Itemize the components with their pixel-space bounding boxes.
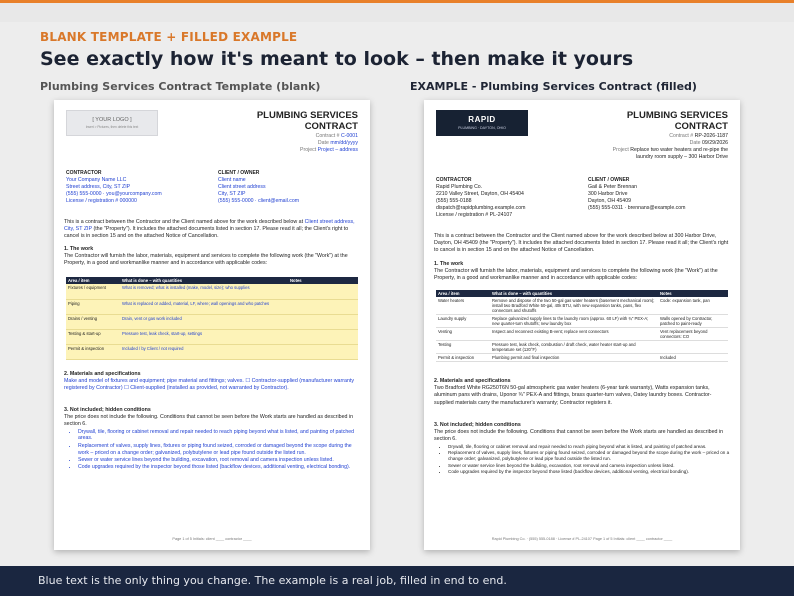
table-row [436, 328, 728, 341]
contract-title-line1: PLUMBING SERVICES [256, 110, 358, 121]
table-header: Notes [288, 277, 358, 284]
table-header: What is done – with quantities [120, 277, 288, 284]
table-header: Area / item [436, 290, 490, 297]
contract-meta [300, 133, 358, 154]
filled-example-page [424, 100, 740, 550]
table-cell: What is removed; what is installed (make, model, size); who supplies [120, 284, 288, 299]
project-label: Project [300, 147, 317, 153]
table-row [66, 329, 358, 344]
table-cell: Remove and dispose of the two 50-gal gas water heaters (basement mechanical room); install two Bradford White 50-gal, 40k BTU, with new expansion tanks, pans, flex connectors and shutoffs [490, 297, 658, 315]
table-cell: Plumbing permit and final inspection [490, 354, 658, 362]
table-cell: Included [658, 354, 728, 362]
blank-column-title: Plumbing Services Contract Template (blank) [40, 80, 321, 93]
contractor-line: License / registration # 000000 [66, 198, 137, 204]
table-cell: Piping [66, 299, 120, 314]
section-heading: 1. The work [434, 261, 464, 267]
client-line: City, ST ZIP [218, 191, 246, 197]
contract-title [627, 110, 728, 132]
table-cell: Drain, vent or gas work included [120, 314, 288, 329]
contractor-line: License / registration # PL-24107 [436, 212, 513, 218]
list-item: • Drywall, tile, flooring or cabinet removal and repair needed to reach piping beyond what is listed, and painting of patched areas. [448, 444, 730, 450]
client-block [588, 177, 685, 212]
table-cell [288, 284, 358, 299]
section-text: The price does not include the following. Conditions that cannot be seen before the Work starts are handled as described in section 6. [64, 414, 354, 428]
table-cell: Inspect and reconnect existing B-vent; replace vent connectors [490, 328, 658, 341]
caption-bar [0, 566, 794, 596]
logo-placeholder [66, 110, 158, 136]
section-work [434, 261, 730, 283]
table-cell: Permit & inspection [436, 354, 490, 362]
table-row [436, 297, 728, 315]
intro-text: (the "Property"). It includes the attached documents listed in section 17. Please read it all; the Client's right to cancel is in section 15 and on the attached Notice of Cancellation. [64, 226, 349, 240]
section-heading: 2. Materials and specifications [64, 371, 141, 377]
section-exclusions [64, 407, 360, 471]
table-cell: Testing & start-up [66, 329, 120, 344]
exclusions-list [78, 429, 360, 471]
client-line: (555) 555-0311 · brennans@example.com [588, 205, 686, 211]
contract-number-label: Contract # [315, 133, 340, 139]
brand-subtitle: PLUMBING · DAYTON, OHIO [458, 126, 506, 130]
date-label: Date [689, 140, 701, 146]
section-heading: 2. Materials and specifications [434, 378, 511, 384]
table-row [436, 341, 728, 354]
contract-title-line2: CONTRACT [304, 121, 358, 132]
table-cell: Fixtures / equipment [66, 284, 120, 299]
contractor-heading: CONTRACTOR [66, 170, 102, 176]
contractor-heading: CONTRACTOR [436, 177, 472, 183]
contractor-line: (555) 555-0000 · you@yourcompany.com [66, 191, 162, 197]
table-cell: What is replaced or added, material, LF, where; wall openings and who patches [120, 299, 288, 314]
contract-title [257, 110, 358, 132]
table-row [66, 299, 358, 314]
table-row [66, 344, 358, 359]
caption-text: Blue text is the only thing you change. The example is a real job, filled in end to end. [38, 574, 507, 587]
brand-name: RAPID [468, 115, 496, 124]
contract-number-value: RP-2026-1187 [694, 133, 728, 139]
contractor-line: dispatch@rapidplumbing.example.com [436, 205, 526, 211]
client-heading: CLIENT / OWNER [218, 170, 260, 176]
contractor-line: Street address, City, ST ZIP [66, 184, 131, 190]
contract-title-line2: CONTRACT [674, 121, 728, 132]
contract-number-label: Contract # [669, 133, 694, 139]
table-row [66, 284, 358, 299]
intro-text: This is a contract between the Contractor and the Client named above for the work described below at [64, 219, 305, 225]
table-cell [288, 329, 358, 344]
contractor-line: Your Company Name LLC [66, 177, 127, 183]
contract-title-line1: PLUMBING SERVICES [626, 110, 728, 121]
table-cell: Drains / venting [66, 314, 120, 329]
date-value: 09/29/2026 [702, 140, 728, 146]
page-footer: Page 1 of 5 Initials: client ____ contractor ____ [172, 537, 252, 541]
section-text: Two Bradford White RG250T6N 50-gal atmospheric gas water heaters (6-year tank warranty), Watts expansion tanks, aluminum pans with drains, Uponor ¾" PEX-A and fittings, brass quarter-turn valves, Oatey laundry boxes. Contractor-supplied materials carry the manufacturer's warranty; Contractor registers it. [434, 385, 712, 406]
table-cell: Pressure test, leak check, start-up, settings [120, 329, 288, 344]
section-exclusions [434, 422, 730, 476]
company-logo [436, 110, 528, 136]
top-bar [0, 0, 794, 22]
project-value: laundry room supply – 300 Harbor Drive [636, 154, 728, 160]
intro-address: Client street address, City, ST ZIP [64, 219, 355, 233]
logo-placeholder-hint: Insert > Pictures, then delete this text [85, 125, 139, 129]
table-cell: Replace galvanized supply lines to the laundry room (approx. 60 LF) with ¾" PEX-A; new quarter-turn shutoffs; new laundry box [490, 315, 658, 328]
list-item: • Code upgrades required by the inspector beyond those listed (backflow devices, additional venting, electrical bonding). [78, 464, 360, 471]
contractor-line: (555) 555-0188 [436, 198, 472, 204]
scope-table [436, 290, 728, 362]
logo-placeholder-text: [ YOUR LOGO ] [92, 117, 132, 123]
client-line: Client name [218, 177, 246, 183]
contractor-block [436, 177, 525, 219]
section-text: The price does not include the following. Conditions that cannot be seen before the Work starts are handled as described in section 6. [434, 429, 724, 443]
section-text: Make and model of fixtures and equipment; pipe material and fittings; valves. ☐ Contractor-supplied (manufacturer warranty registered by Contractor) ☐ Client-supplied (installed as provided, not warranted by Contractor). [64, 378, 355, 392]
table-cell: Water heaters [436, 297, 490, 315]
table-cell: Code: expansion tank, pan [658, 297, 728, 315]
table-cell: Included / by Client / not required [120, 344, 288, 359]
table-header: What is done – with quantities [490, 290, 658, 297]
page-footer: Rapid Plumbing Co. · (555) 555-0188 · License # PL-24107 Page 1 of 5 Initials: client ____ contractor ____ [491, 537, 673, 541]
date-value: mm/dd/yyyy [330, 140, 358, 146]
list-item: • Sewer or water service lines beyond the building, excavation, root removal and camera inspection unless listed. [448, 463, 730, 469]
contract-number-value: C-0001 [340, 133, 358, 139]
section-work [64, 246, 360, 268]
table-row [66, 314, 358, 329]
accent-stripe [0, 0, 794, 3]
table-cell: Laundry supply [436, 315, 490, 328]
project-value: Replace two water heaters and re-pipe the [630, 147, 728, 153]
list-item: • Drywall, tile, flooring or cabinet removal and repair needed to reach piping beyond what is listed, and painting of patched areas. [78, 429, 360, 443]
project-value: Project – address [317, 147, 358, 153]
section-heading: 3. Not included; hidden conditions [434, 422, 521, 428]
table-cell: Venting [436, 328, 490, 341]
intro-paragraph [64, 219, 360, 241]
intro-paragraph: This is a contract between the Contractor and the Client named above for the work described below at 300 Harbor Drive, Dayton, OH 45409 (the "Property"). It includes the attached documents listed in section 17. Please read it all; the Client's right to cancel is in section 15 and on the attached Notice of Cancellation. [434, 233, 729, 254]
table-row [436, 315, 728, 328]
table-header: Notes [658, 290, 728, 297]
client-line: (555) 555-0000 · client@email.com [218, 198, 300, 204]
list-item: • Replacement of valves, supply lines, fixtures or piping found seized, corroded or damaged beyond the scope during the work – priced on a change order; galvanized, polybutylene or lead pipe found outside the listed run. [78, 443, 360, 457]
table-cell: Vent replacement beyond connectors: CO [658, 328, 728, 341]
client-line: Client street address [218, 184, 266, 190]
section-heading: 1. The work [64, 246, 94, 252]
table-cell: Permit & inspection [66, 344, 120, 359]
list-item: • Replacement of valves, supply lines, fixtures or piping found seized, corroded or damaged beyond the scope during the work – priced on a change order; galvanized, polybutylene or lead pipe found outside the listed run. [448, 450, 730, 462]
table-cell [288, 314, 358, 329]
contractor-block [66, 170, 162, 205]
project-label: Project [612, 147, 629, 153]
table-cell: Walls opened by Contractor, patched to paint-ready [658, 315, 728, 328]
date-label: Date [317, 140, 329, 146]
client-line: 300 Harbor Drive [588, 191, 628, 197]
section-materials [64, 371, 360, 393]
section-text: The Contractor will furnish the labor, materials, equipment and services to complete the following work (the "Work") at the Property, in a good and workmanlike manner and in accordance with applicable codes: [64, 253, 348, 267]
list-item: • Sewer or water service lines beyond the building, excavation, root removal and camera inspection unless listed. [78, 457, 360, 464]
exclusions-list [448, 444, 730, 476]
client-heading: CLIENT / OWNER [588, 177, 630, 183]
blank-template-page [54, 100, 370, 550]
contract-meta [613, 133, 728, 161]
eyebrow-label: BLANK TEMPLATE + FILLED EXAMPLE [40, 30, 298, 44]
client-line: Dayton, OH 45409 [588, 198, 631, 204]
page-headline: See exactly how it's meant to look – then make it yours [40, 48, 634, 70]
table-cell: Testing [436, 341, 490, 354]
section-materials [434, 378, 730, 407]
table-cell: Pressure test, leak check, combustion / draft check, water heater start-up and temperature set (120°F) [490, 341, 658, 354]
section-text: The Contractor will furnish the labor, materials, equipment and services to complete the following work (the "Work") at the Property, in a good and workmanlike manner and in accordance with applicable codes: [434, 268, 718, 282]
filled-column-title: EXAMPLE - Plumbing Services Contract (filled) [410, 80, 697, 93]
contractor-line: Rapid Plumbing Co. [436, 184, 483, 190]
table-header: Area / item [66, 277, 120, 284]
scope-table [66, 277, 358, 360]
table-row [436, 354, 728, 362]
client-line: Gail & Peter Brennan [588, 184, 638, 190]
table-cell [288, 299, 358, 314]
list-item: • Code upgrades required by the inspector beyond those listed (backflow devices, additional venting, electrical bonding). [448, 469, 730, 475]
client-block [218, 170, 299, 205]
contractor-line: 2210 Valley Street, Dayton, OH 45404 [436, 191, 524, 197]
section-heading: 3. Not included; hidden conditions [64, 407, 151, 413]
table-cell [288, 344, 358, 359]
table-cell [658, 341, 728, 354]
